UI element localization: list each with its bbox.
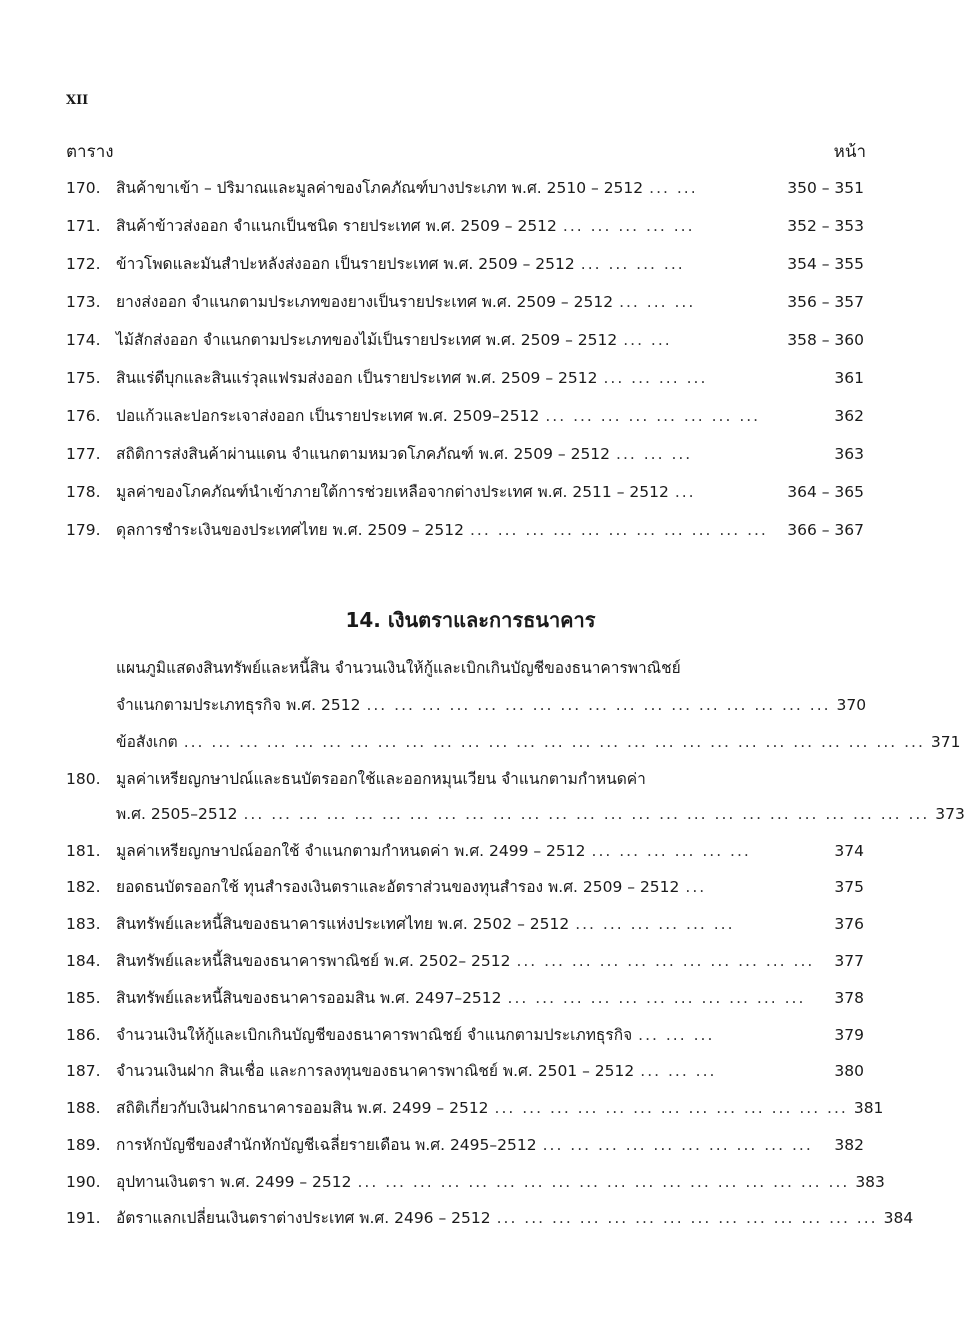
leader-dots: ... ... ... ... ... ... ... ... ... ... ... ... ... ... ... ... ... ...	[357, 1173, 850, 1191]
entry-title: ไม้สักส่งออก จำแนกตามประเภทของไม้เป็นรายประเทศ พ.ศ. 2509 – 2512	[116, 331, 618, 349]
leader-dots: ... ... ... ... ... ... ... ... ... ... ... ... ... ... ... ... ...	[366, 696, 831, 714]
leader-dots: ... ... ... ... ... ... ... ... ... ... ...	[470, 521, 768, 539]
entry-title: มูลค่าของโภคภัณฑ์นำเข้าภายใต้การช่วยเหลือจากต่างประเทศ พ.ศ. 2511 – 2512	[116, 483, 669, 501]
toc-row	[66, 1205, 914, 1233]
leader-dots: ... ... ... ... ... ... ... ...	[545, 407, 761, 425]
entry-number: 188.	[66, 1099, 101, 1117]
entry-number: 181.	[66, 842, 101, 860]
entry-page: 364 – 365	[787, 483, 864, 501]
entry-title: ข้อสังเกต	[116, 733, 178, 751]
toc-row	[66, 655, 864, 683]
entry-page: 350 – 351	[787, 179, 864, 197]
toc-row	[66, 365, 864, 393]
entry-title: สถิติการส่งสินค้าผ่านแดน จำแนกตามหมวดโภคภัณฑ์ พ.ศ. 2509 – 2512	[116, 445, 611, 463]
entry-title: จำนวนเงินฝาก สินเชื่อ และการลงทุนของธนาคารพาณิชย์ พ.ศ. 2501 – 2512	[116, 1062, 635, 1080]
entry-page: 377	[834, 952, 864, 970]
toc-row	[66, 1022, 864, 1050]
leader-dots: ... ... ... ... ... ... ... ... ... ... ... ... ... ... ... ... ... ... ... ... ... ... ... ... ... ... ...	[183, 733, 925, 751]
toc-row	[66, 403, 864, 431]
entry-title: จำแนกตามประเภทธุรกิจ พ.ศ. 2512	[116, 696, 361, 714]
leader-dots: ... ... ...	[616, 445, 693, 463]
toc-row	[66, 911, 864, 939]
toc-row	[66, 801, 965, 829]
toc-row	[66, 213, 864, 241]
entry-page: 380	[834, 1062, 864, 1080]
entry-number: 178.	[66, 483, 101, 501]
entry-number: 170.	[66, 179, 101, 197]
entry-title: ดุลการชำระเงินของประเทศไทย พ.ศ. 2509 – 2512	[116, 521, 464, 539]
leader-dots: ... ... ...	[638, 1026, 715, 1044]
leader-dots: ... ... ... ... ... ... ... ... ... ... ...	[516, 952, 815, 970]
entry-page: 379	[834, 1026, 864, 1044]
leader-dots: ... ... ... ... ... ... ... ... ... ... ... ... ... ...	[496, 1209, 878, 1227]
entry-page: 363	[834, 445, 864, 463]
entry-page: 371	[930, 733, 961, 751]
entry-number: 190.	[66, 1173, 101, 1191]
leader-dots: ... ...	[649, 179, 698, 197]
leader-dots: ... ... ...	[619, 293, 696, 311]
entry-page: 381	[853, 1099, 884, 1117]
entry-number: 191.	[66, 1209, 101, 1227]
toc-row	[66, 479, 864, 507]
toc-row	[66, 1095, 884, 1123]
toc-row	[66, 729, 961, 757]
leader-dots: ... ... ... ... ... ...	[575, 915, 735, 933]
entry-title: สถิติเกี่ยวกับเงินฝากธนาคารออมสิน พ.ศ. 2499 – 2512	[116, 1099, 489, 1117]
entry-number: 171.	[66, 217, 101, 235]
entry-number: 177.	[66, 445, 101, 463]
entry-title: ข้าวโพดและมันสำปะหลังส่งออก เป็นรายประเทศ พ.ศ. 2509 – 2512	[116, 255, 575, 273]
entry-title: การหักบัญชีของสำนักหักบัญชีเฉลี่ยรายเดือน พ.ศ. 2495–2512	[116, 1136, 537, 1154]
entry-title: มูลค่าเหรียญกษาปณ์และธนบัตรออกใช้และออกหมุนเวียน จำแนกตามกำหนดค่า	[116, 770, 646, 788]
entry-page: 352 – 353	[787, 217, 864, 235]
entry-number: 174.	[66, 331, 101, 349]
entry-title: สินทรัพย์และหนี้สินของธนาคารพาณิชย์ พ.ศ. 2502– 2512	[116, 952, 511, 970]
entry-title: อัตราแลกเปลี่ยนเงินตราต่างประเทศ พ.ศ. 2496 – 2512	[116, 1209, 491, 1227]
entry-page: 373	[935, 805, 965, 823]
entry-title: สินแร่ดีบุกและสินแร่วุลแฟรมส่งออก เป็นรายประเทศ พ.ศ. 2509 – 2512	[116, 369, 598, 387]
leader-dots: ... ... ... ... ... ... ... ... ... ... ... ... ...	[494, 1099, 848, 1117]
entry-number: 186.	[66, 1026, 101, 1044]
entry-number: 173.	[66, 293, 101, 311]
entry-number: 182.	[66, 878, 101, 896]
entry-title: ยอดธนบัตรออกใช้ ทุนสำรองเงินตราและอัตราส่วนของทุนสำรอง พ.ศ. 2509 – 2512	[116, 878, 680, 896]
column-header-table: ตาราง	[66, 142, 114, 162]
entry-page: 382	[834, 1136, 864, 1154]
entry-number: 172.	[66, 255, 101, 273]
entry-number: 179.	[66, 521, 101, 539]
page-number-roman: XII	[66, 93, 89, 108]
entry-title: แผนภูมิแสดงสินทรัพย์และหนี้สิน จำนวนเงินให้กู้และเบิกเกินบัญชีของธนาคารพาณิชย์	[116, 659, 681, 677]
leader-dots: ... ... ... ... ... ...	[591, 842, 751, 860]
entry-title: สินค้าข้าวส่งออก จำแนกเป็นชนิด รายประเทศ พ.ศ. 2509 – 2512	[116, 217, 557, 235]
entry-page: 358 – 360	[787, 331, 864, 349]
toc-row	[66, 766, 864, 794]
toc-row	[66, 289, 864, 317]
entry-page: 374	[834, 842, 864, 860]
entry-page: 376	[834, 915, 864, 933]
entry-page: 366 – 367	[787, 521, 864, 539]
leader-dots: ... ... ... ... ... ... ... ... ... ... ...	[507, 989, 806, 1007]
toc-row	[66, 692, 867, 720]
entry-title: สินค้าขาเข้า – ปริมาณและมูลค่าของโภคภัณฑ์บางประเภท พ.ศ. 2510 – 2512	[116, 179, 644, 197]
entry-title: ยางส่งออก จำแนกตามประเภทของยางเป็นรายประเทศ พ.ศ. 2509 – 2512	[116, 293, 614, 311]
toc-row	[66, 517, 864, 545]
entry-title: สินทรัพย์และหนี้สินของธนาคารแห่งประเทศไทย พ.ศ. 2502 – 2512	[116, 915, 570, 933]
entry-number: 176.	[66, 407, 101, 425]
entry-page: 356 – 357	[787, 293, 864, 311]
entry-number: 183.	[66, 915, 101, 933]
entry-page: 354 – 355	[787, 255, 864, 273]
entry-title: สินทรัพย์และหนี้สินของธนาคารออมสิน พ.ศ. 2497–2512	[116, 989, 502, 1007]
leader-dots: ... ... ... ... ... ... ... ... ... ... ... ... ... ... ... ... ... ... ... ... ... ... ... ... ...	[243, 805, 930, 823]
leader-dots: ... ... ... ... ...	[562, 217, 695, 235]
entry-page: 375	[834, 878, 864, 896]
entry-title: พ.ศ. 2505–2512	[116, 805, 238, 823]
entry-title: ปอแก้วและปอกระเจาส่งออก เป็นรายประเทศ พ.ศ. 2509–2512	[116, 407, 540, 425]
leader-dots: ...	[685, 878, 707, 896]
leader-dots: ... ... ...	[640, 1062, 717, 1080]
entry-number: 189.	[66, 1136, 101, 1154]
leader-dots: ... ... ... ...	[603, 369, 708, 387]
entry-title: อุปทานเงินตรา พ.ศ. 2499 – 2512	[116, 1173, 352, 1191]
entry-number: 180.	[66, 770, 101, 788]
toc-row	[66, 948, 864, 976]
entry-number: 185.	[66, 989, 101, 1007]
toc-row	[66, 874, 864, 902]
entry-title: จำนวนเงินให้กู้และเบิกเกินบัญชีของธนาคารพาณิชย์ จำแนกตามประเภทธุรกิจ	[116, 1026, 633, 1044]
entry-title: มูลค่าเหรียญกษาปณ์ออกใช้ จำแนกตามกำหนดค่า พ.ศ. 2499 – 2512	[116, 842, 586, 860]
section-heading: 14. เงินตราและการธนาคาร	[345, 608, 596, 632]
leader-dots: ... ...	[623, 331, 672, 349]
toc-row	[66, 441, 864, 469]
entry-page: 362	[834, 407, 864, 425]
toc-row	[66, 838, 864, 866]
entry-page: 361	[834, 369, 864, 387]
toc-row	[66, 1132, 864, 1160]
toc-row	[66, 1058, 864, 1086]
entry-page: 383	[855, 1173, 885, 1191]
leader-dots: ... ... ... ...	[580, 255, 685, 273]
entry-number: 184.	[66, 952, 101, 970]
leader-dots: ...	[674, 483, 696, 501]
toc-row	[66, 175, 864, 203]
entry-page: 384	[883, 1209, 914, 1227]
toc-row	[66, 327, 864, 355]
entry-number: 187.	[66, 1062, 101, 1080]
entry-page: 378	[834, 989, 864, 1007]
toc-row	[66, 1169, 885, 1197]
column-header-page: หน้า	[833, 142, 866, 162]
toc-row	[66, 985, 864, 1013]
leader-dots: ... ... ... ... ... ... ... ... ... ...	[542, 1136, 813, 1154]
toc-row	[66, 251, 864, 279]
entry-number: 175.	[66, 369, 101, 387]
entry-page: 370	[836, 696, 867, 714]
